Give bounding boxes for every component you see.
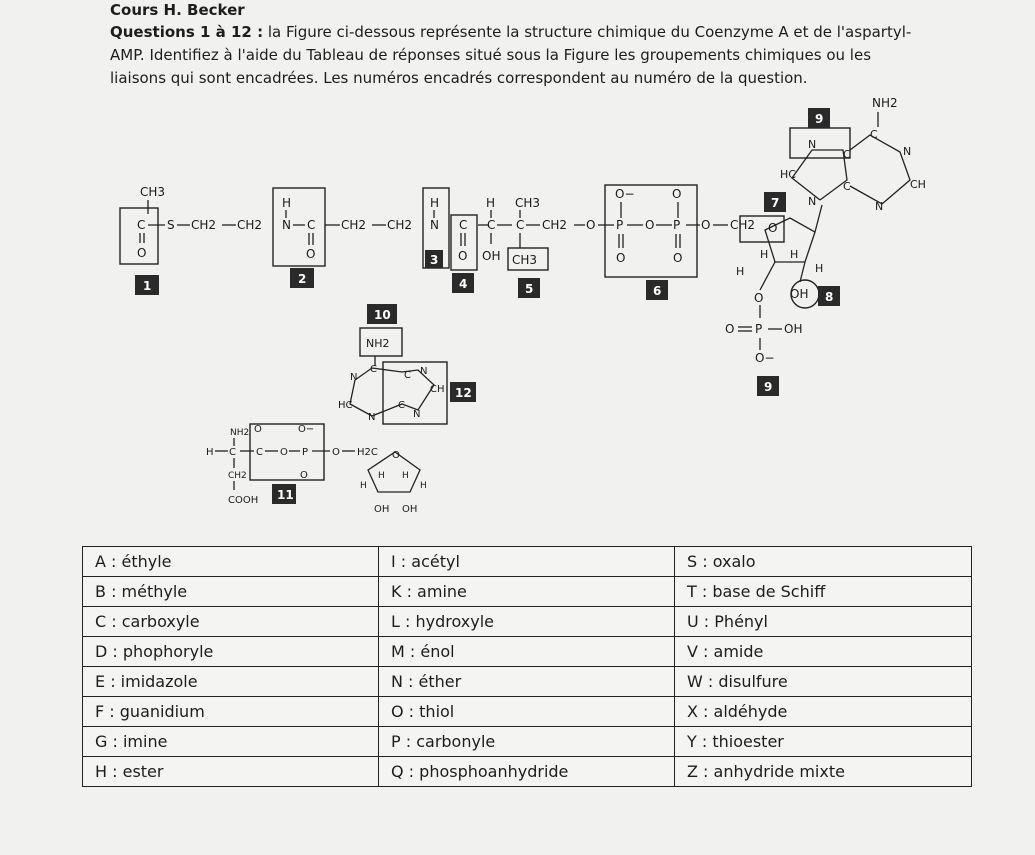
atom-o-6a: O: [672, 187, 682, 201]
atom-ominus-p: O−: [755, 351, 775, 365]
atom-h-r7: H: [360, 481, 367, 491]
atom-ch-b: CH: [430, 384, 445, 395]
atom-o-2: O: [306, 247, 316, 261]
atom-o-ribose: O: [768, 221, 778, 235]
atom-o-c2: O: [280, 447, 288, 458]
atom-ominus-c: O−: [298, 424, 315, 435]
table-cell: L : hydroxyle: [379, 607, 675, 637]
table-cell: Q : phosphoanhydride: [379, 757, 675, 787]
atom-h-c: H: [206, 447, 214, 458]
atom-ch3-5b: CH3: [512, 253, 538, 267]
question-line-3: liaisons qui sont encadrées. Les numéros encadrés correspondent au numéro de la question.: [110, 69, 808, 87]
question-text-1: la Figure ci-dessous représente la structure chimique du Coenzyme A et de l'aspartyl-: [267, 23, 912, 41]
atom-n-a4: N: [875, 200, 884, 213]
atom-h-r2: H: [790, 248, 799, 261]
atom-oh-p: OH: [784, 322, 803, 336]
atom-n-b3: N: [368, 412, 376, 423]
tag-3-label: 3: [430, 253, 439, 267]
atom-h-r3: H: [736, 265, 745, 278]
table-cell: O : thiol: [379, 697, 675, 727]
atom-oh-8: OH: [790, 287, 809, 301]
tag-4-label: 4: [459, 277, 468, 291]
table-cell: V : amide: [675, 637, 972, 667]
table-cell: A : éthyle: [83, 547, 379, 577]
atom-hc-b: HC: [338, 400, 353, 411]
table-row: [83, 547, 972, 577]
question-prefix: Questions 1 à 12 :: [110, 23, 264, 41]
atom-o-4: O: [458, 249, 468, 263]
atom-o-p4: O: [725, 322, 735, 336]
table-cell: M : énol: [379, 637, 675, 667]
atom-c-a1: C: [843, 148, 851, 161]
table-row: [83, 577, 972, 607]
table-cell: U : Phényl: [675, 607, 972, 637]
table-row: [83, 757, 972, 787]
atom-oh-r9: OH: [374, 504, 390, 515]
atom-o-6e: O: [701, 218, 711, 232]
atom-c-b3: C: [398, 400, 405, 411]
table-cell: T : base de Schiff: [675, 577, 972, 607]
table-cell: E : imidazole: [83, 667, 379, 697]
atom-c-2: C: [307, 218, 316, 232]
table-cell: I : acétyl: [379, 547, 675, 577]
table-cell: X : aldéhyde: [675, 697, 972, 727]
tag-6-label: 6: [653, 284, 662, 298]
atom-s-1: S: [167, 218, 175, 232]
tag-1-label: 1: [143, 279, 152, 293]
atom-p-6b: P: [673, 218, 681, 232]
author-name: Cours H. Becker: [110, 1, 245, 19]
atom-o-6b: O: [645, 218, 655, 232]
atom-n-a2: N: [808, 138, 817, 151]
atom-hc-a: HC: [780, 168, 796, 181]
atom-h-r6: H: [402, 471, 409, 481]
atom-c-4: C: [459, 218, 468, 232]
atom-cooh-c: COOH: [228, 495, 259, 506]
atom-nh2-b: NH2: [366, 337, 390, 350]
table-row: [83, 637, 972, 667]
atom-c-b1: C: [370, 364, 377, 375]
tag-5-label: 5: [525, 282, 534, 296]
table-cell: W : disulfure: [675, 667, 972, 697]
box-9: [790, 128, 850, 158]
atom-h-r4: H: [815, 262, 824, 275]
atom-c-c2: C: [256, 447, 263, 458]
tag-2-label: 2: [298, 272, 307, 286]
table-cell: Z : anhydride mixte: [675, 757, 972, 787]
box-2: [273, 188, 325, 266]
table-cell: P : carbonyle: [379, 727, 675, 757]
atom-o-r2: O: [392, 450, 400, 461]
table-cell: K : amine: [379, 577, 675, 607]
atom-p-6a: P: [616, 218, 624, 232]
atom-c-a3: C: [870, 128, 878, 141]
table-cell: F : guanidium: [83, 697, 379, 727]
table-cell: C : carboxyle: [83, 607, 379, 637]
atom-h-5: H: [486, 196, 496, 210]
atom-ch2-1: CH2: [191, 218, 217, 232]
atom-ch3-1: CH3: [140, 185, 166, 199]
atom-ch2-5: CH2: [542, 218, 568, 232]
atom-h-2: H: [282, 196, 292, 210]
tag-8-label: 8: [825, 290, 834, 304]
tag-9-label: 9: [815, 112, 824, 126]
atom-n-a1: N: [808, 195, 817, 208]
tag-10-label: 10: [374, 308, 391, 322]
atom-c-1: C: [137, 218, 146, 232]
atom-o-c4: O: [300, 470, 308, 481]
atom-c-a2: C: [843, 180, 851, 193]
table-cell: Y : thioester: [675, 727, 972, 757]
atom-c-c1: C: [229, 447, 236, 458]
tag-9b-label: 9: [764, 380, 773, 394]
atom-n-2: N: [282, 218, 291, 232]
table-row: [83, 727, 972, 757]
atom-oh-r10: OH: [402, 504, 418, 515]
table-row: [83, 697, 972, 727]
atom-h2c-c: H2C: [357, 447, 378, 458]
table-row: [83, 667, 972, 697]
table-cell: B : méthyle: [83, 577, 379, 607]
atom-p-c: P: [302, 447, 309, 458]
atom-ch2-4: CH2: [387, 218, 413, 232]
atom-ominus-6a: O−: [615, 187, 635, 201]
atom-h-r8: H: [420, 481, 427, 491]
atom-ch2-3: CH2: [341, 218, 367, 232]
atom-ch3-5a: CH3: [515, 196, 541, 210]
atom-n-3: N: [430, 218, 439, 232]
atom-ch2-6: CH2: [730, 218, 756, 232]
atom-c-5: C: [487, 218, 496, 232]
atom-o-1: O: [137, 246, 147, 260]
atom-n-a3: N: [903, 145, 912, 158]
table-cell: G : imine: [83, 727, 379, 757]
table-cell: S : oxalo: [675, 547, 972, 577]
atom-n-b4: N: [413, 409, 421, 420]
atom-p-p: P: [755, 322, 763, 336]
atom-oh-5: OH: [482, 249, 501, 263]
atom-o-c1: O: [254, 424, 262, 435]
atom-o-6d: O: [673, 251, 683, 265]
atom-ch2-2: CH2: [237, 218, 263, 232]
atom-h-r1: H: [760, 248, 769, 261]
question-line-2: AMP. Identifiez à l'aide du Tableau de réponses situé sous la Figure les groupements chimiques ou les: [110, 46, 872, 64]
atom-o-6c: O: [616, 251, 626, 265]
tag-11-label: 11: [277, 488, 294, 502]
atom-ch2-c: CH2: [228, 471, 247, 481]
atom-c-5b: C: [516, 218, 525, 232]
atom-o-5: O: [586, 218, 596, 232]
atom-h-3: H: [430, 196, 440, 210]
atom-o-p3: O: [754, 291, 764, 305]
table-cell: N : éther: [379, 667, 675, 697]
atom-c-b2: C: [404, 370, 411, 381]
atom-o-c3: O: [332, 447, 340, 458]
atom-n-b2: N: [420, 366, 428, 377]
atom-n-b1: N: [350, 372, 358, 383]
atom-nh2-a: NH2: [872, 96, 898, 110]
tag-12-label: 12: [455, 386, 472, 400]
atom-ch-a: CH: [910, 178, 926, 191]
answer-table-body: [83, 547, 972, 787]
atom-nh2-c: NH2: [230, 428, 250, 438]
atom-h-r5: H: [378, 471, 385, 481]
table-row: [83, 607, 972, 637]
table-cell: D : phophoryle: [83, 637, 379, 667]
answer-table: [82, 546, 972, 787]
tag-7-label: 7: [771, 196, 780, 210]
table-cell: H : ester: [83, 757, 379, 787]
